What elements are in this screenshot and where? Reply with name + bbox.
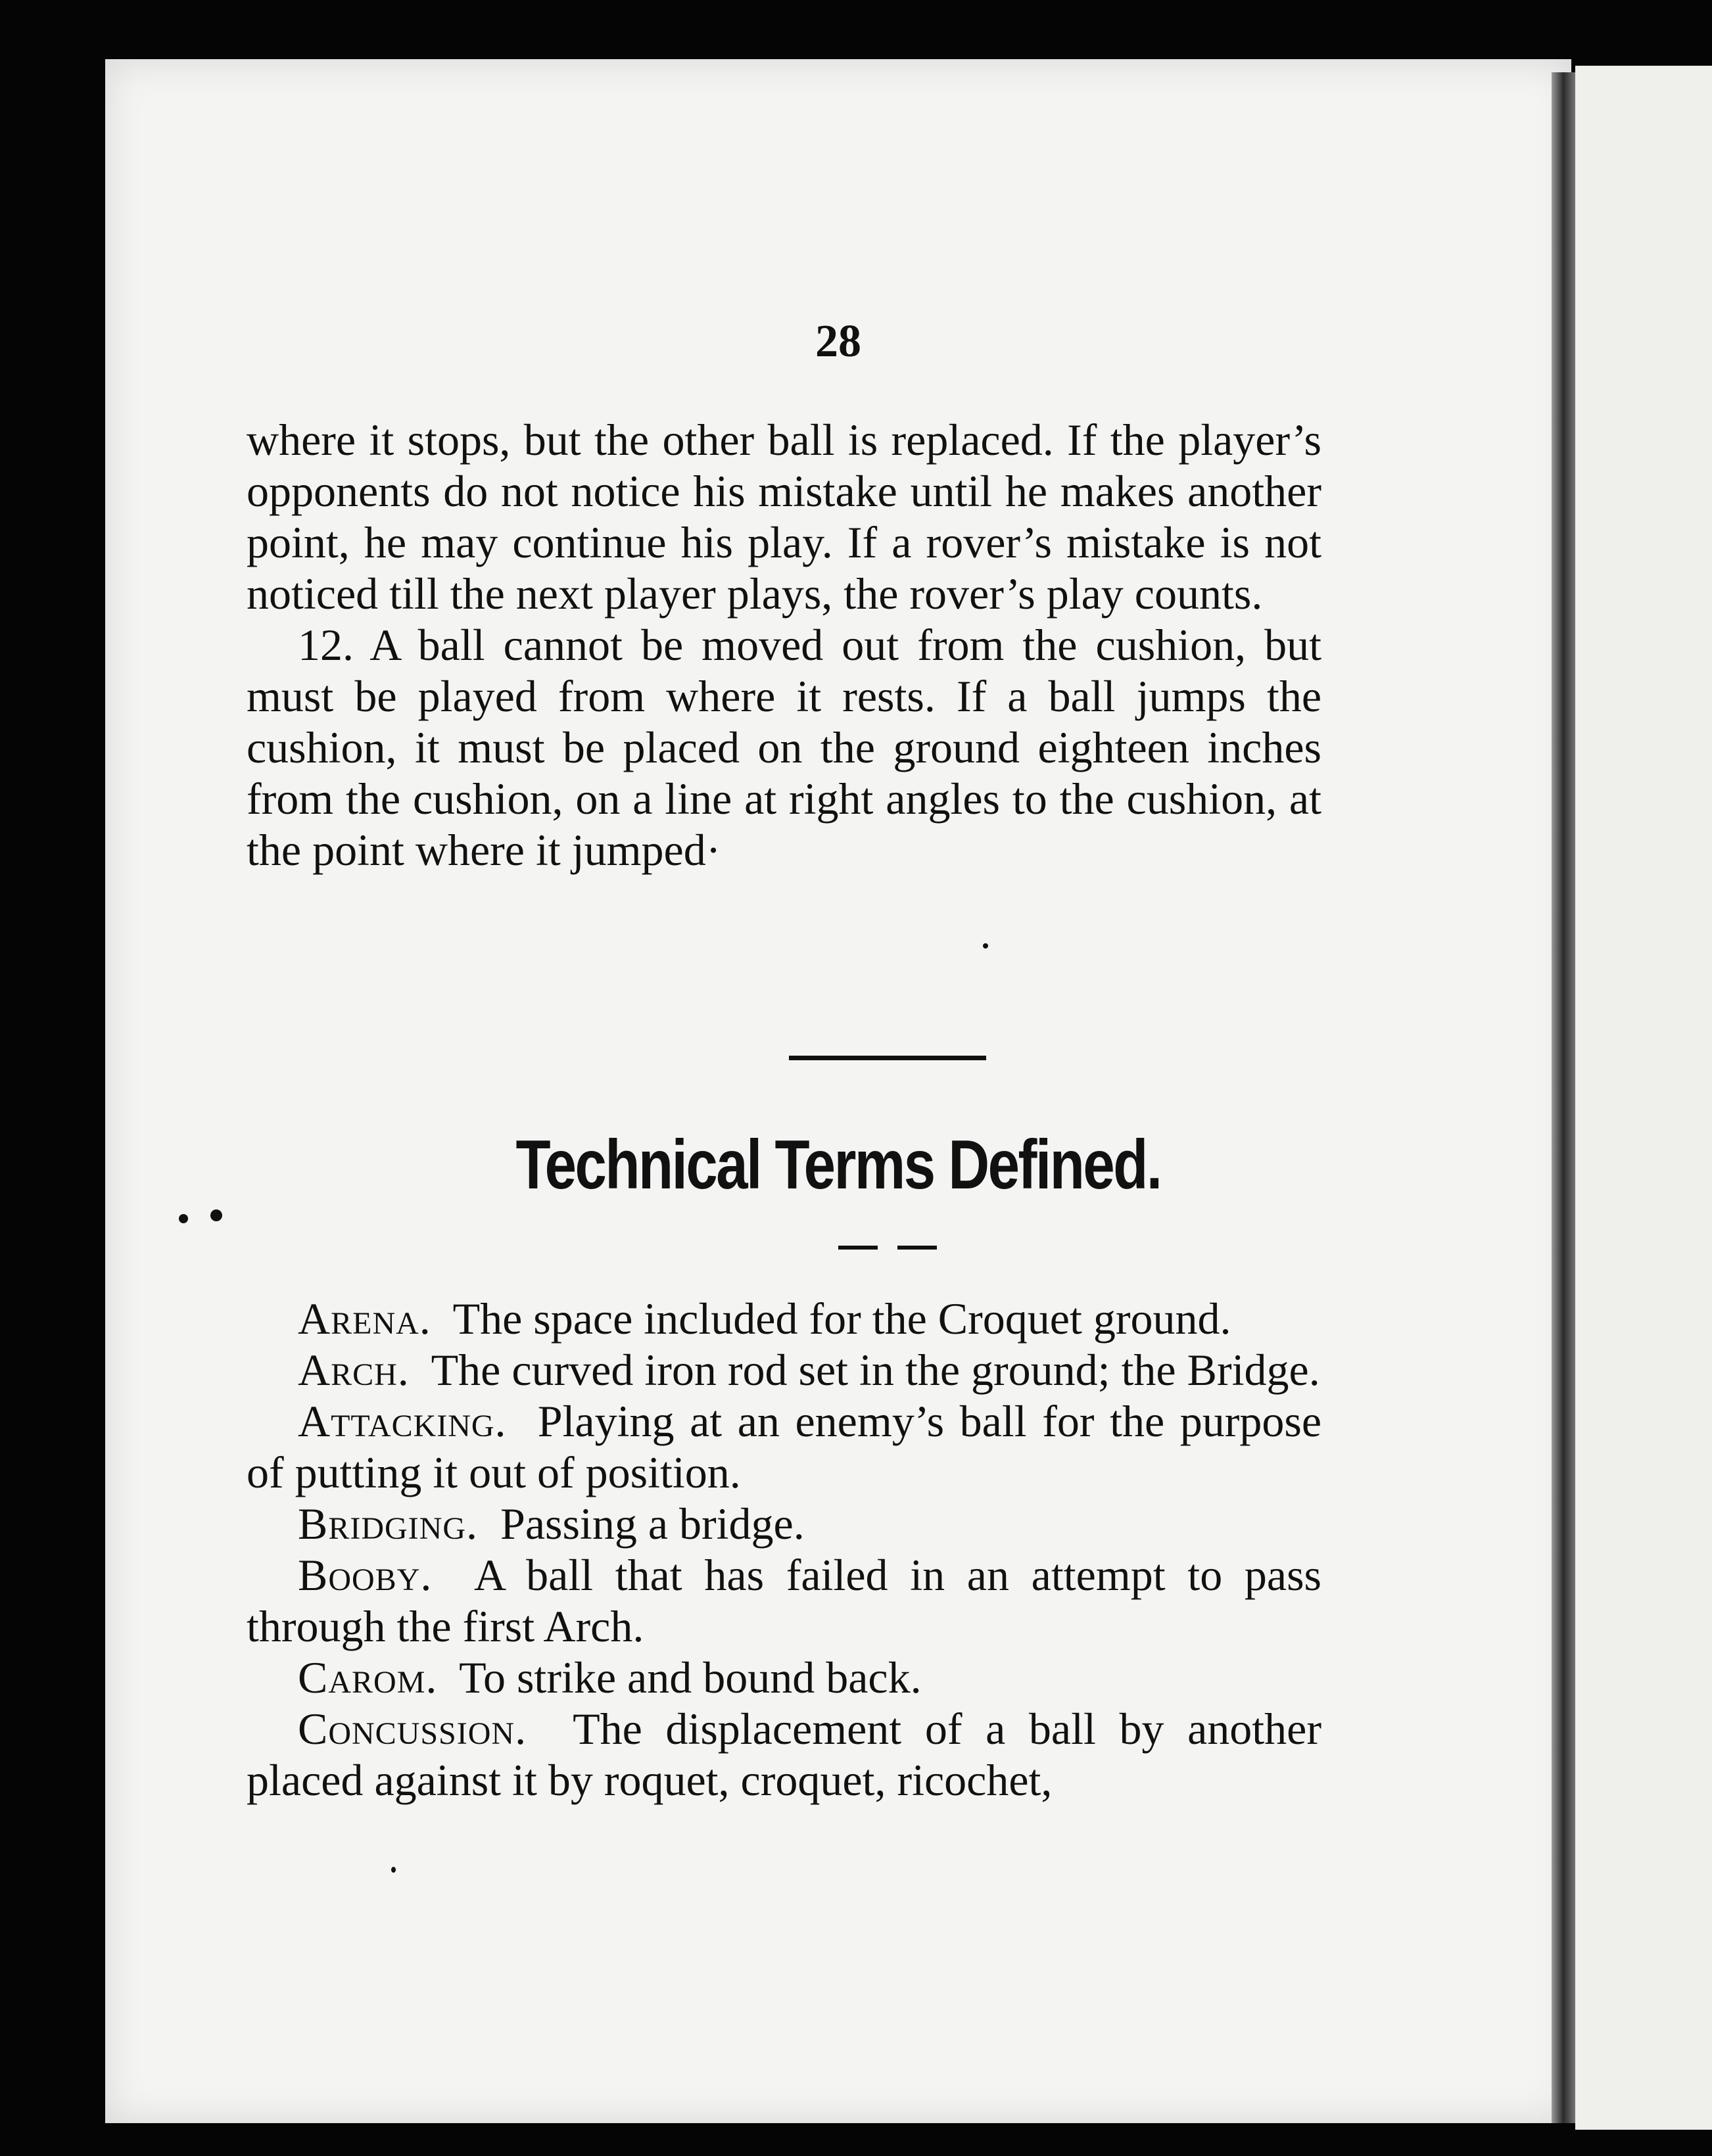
term: Carom. bbox=[298, 1652, 438, 1702]
ink-speck bbox=[210, 1209, 222, 1221]
rule-12-paragraph: 12. A ball cannot be moved out from the cushion, but must be played from where it rests. If a ball jumps the cushion, it must be placed on the ground eighteen inches from the cushion, on a line at right angles to the cushion, at the point where it jumped· bbox=[247, 620, 1321, 875]
definition-text: The space included for the Croquet ground. bbox=[452, 1294, 1231, 1344]
ink-speck bbox=[391, 1867, 396, 1873]
definition-text: The displacement of a ball by another placed against it by roquet, croquet, ricochet, bbox=[247, 1704, 1321, 1805]
definition-entry bbox=[247, 1293, 1321, 1344]
definition-entry bbox=[247, 1549, 1321, 1652]
facing-page-edge bbox=[1575, 66, 1712, 2130]
ink-speck bbox=[983, 943, 988, 949]
definition-entry bbox=[247, 1498, 1321, 1549]
definition-text: The curved iron rod set in the ground; the Bridge. bbox=[431, 1345, 1320, 1395]
section-title: Technical Terms Defined. bbox=[515, 1126, 1161, 1204]
definition-text: To strike and bound back. bbox=[459, 1652, 922, 1702]
term: Bridging. bbox=[298, 1499, 478, 1549]
section-divider-rule bbox=[789, 1056, 986, 1060]
rules-text bbox=[247, 414, 1321, 876]
definition-entry bbox=[247, 1652, 1321, 1703]
book-page bbox=[105, 59, 1571, 2123]
term: Arch. bbox=[298, 1345, 410, 1395]
dash bbox=[838, 1246, 878, 1250]
book-gutter bbox=[1552, 72, 1575, 2123]
definition-text: A ball that has failed in an attempt to pass through the first Arch. bbox=[247, 1550, 1322, 1651]
definition-entry bbox=[247, 1703, 1321, 1806]
ink-speck bbox=[179, 1214, 188, 1223]
definitions-list bbox=[247, 1293, 1321, 1806]
definition-entry bbox=[247, 1344, 1321, 1395]
dash bbox=[897, 1246, 937, 1250]
continued-paragraph: where it stops, but the other ball is replaced. If the player’s opponents do not notice his mistake until he makes another point, he may continue his play. If a rover’s mistake is not noticed till the next player plays, the rover’s play counts. bbox=[247, 415, 1321, 619]
definition-entry bbox=[247, 1395, 1321, 1498]
term: Attacking. bbox=[298, 1396, 507, 1446]
page-number: 28 bbox=[815, 316, 861, 367]
definition-text: Playing at an enemy’s ball for the purpose of putting it out of position. bbox=[247, 1396, 1322, 1497]
term: Concussion. bbox=[298, 1704, 527, 1754]
term: Arena. bbox=[298, 1294, 431, 1344]
term: Booby. bbox=[298, 1550, 433, 1600]
title-underline-dashes bbox=[838, 1246, 937, 1251]
definition-text: Passing a bridge. bbox=[500, 1499, 805, 1549]
